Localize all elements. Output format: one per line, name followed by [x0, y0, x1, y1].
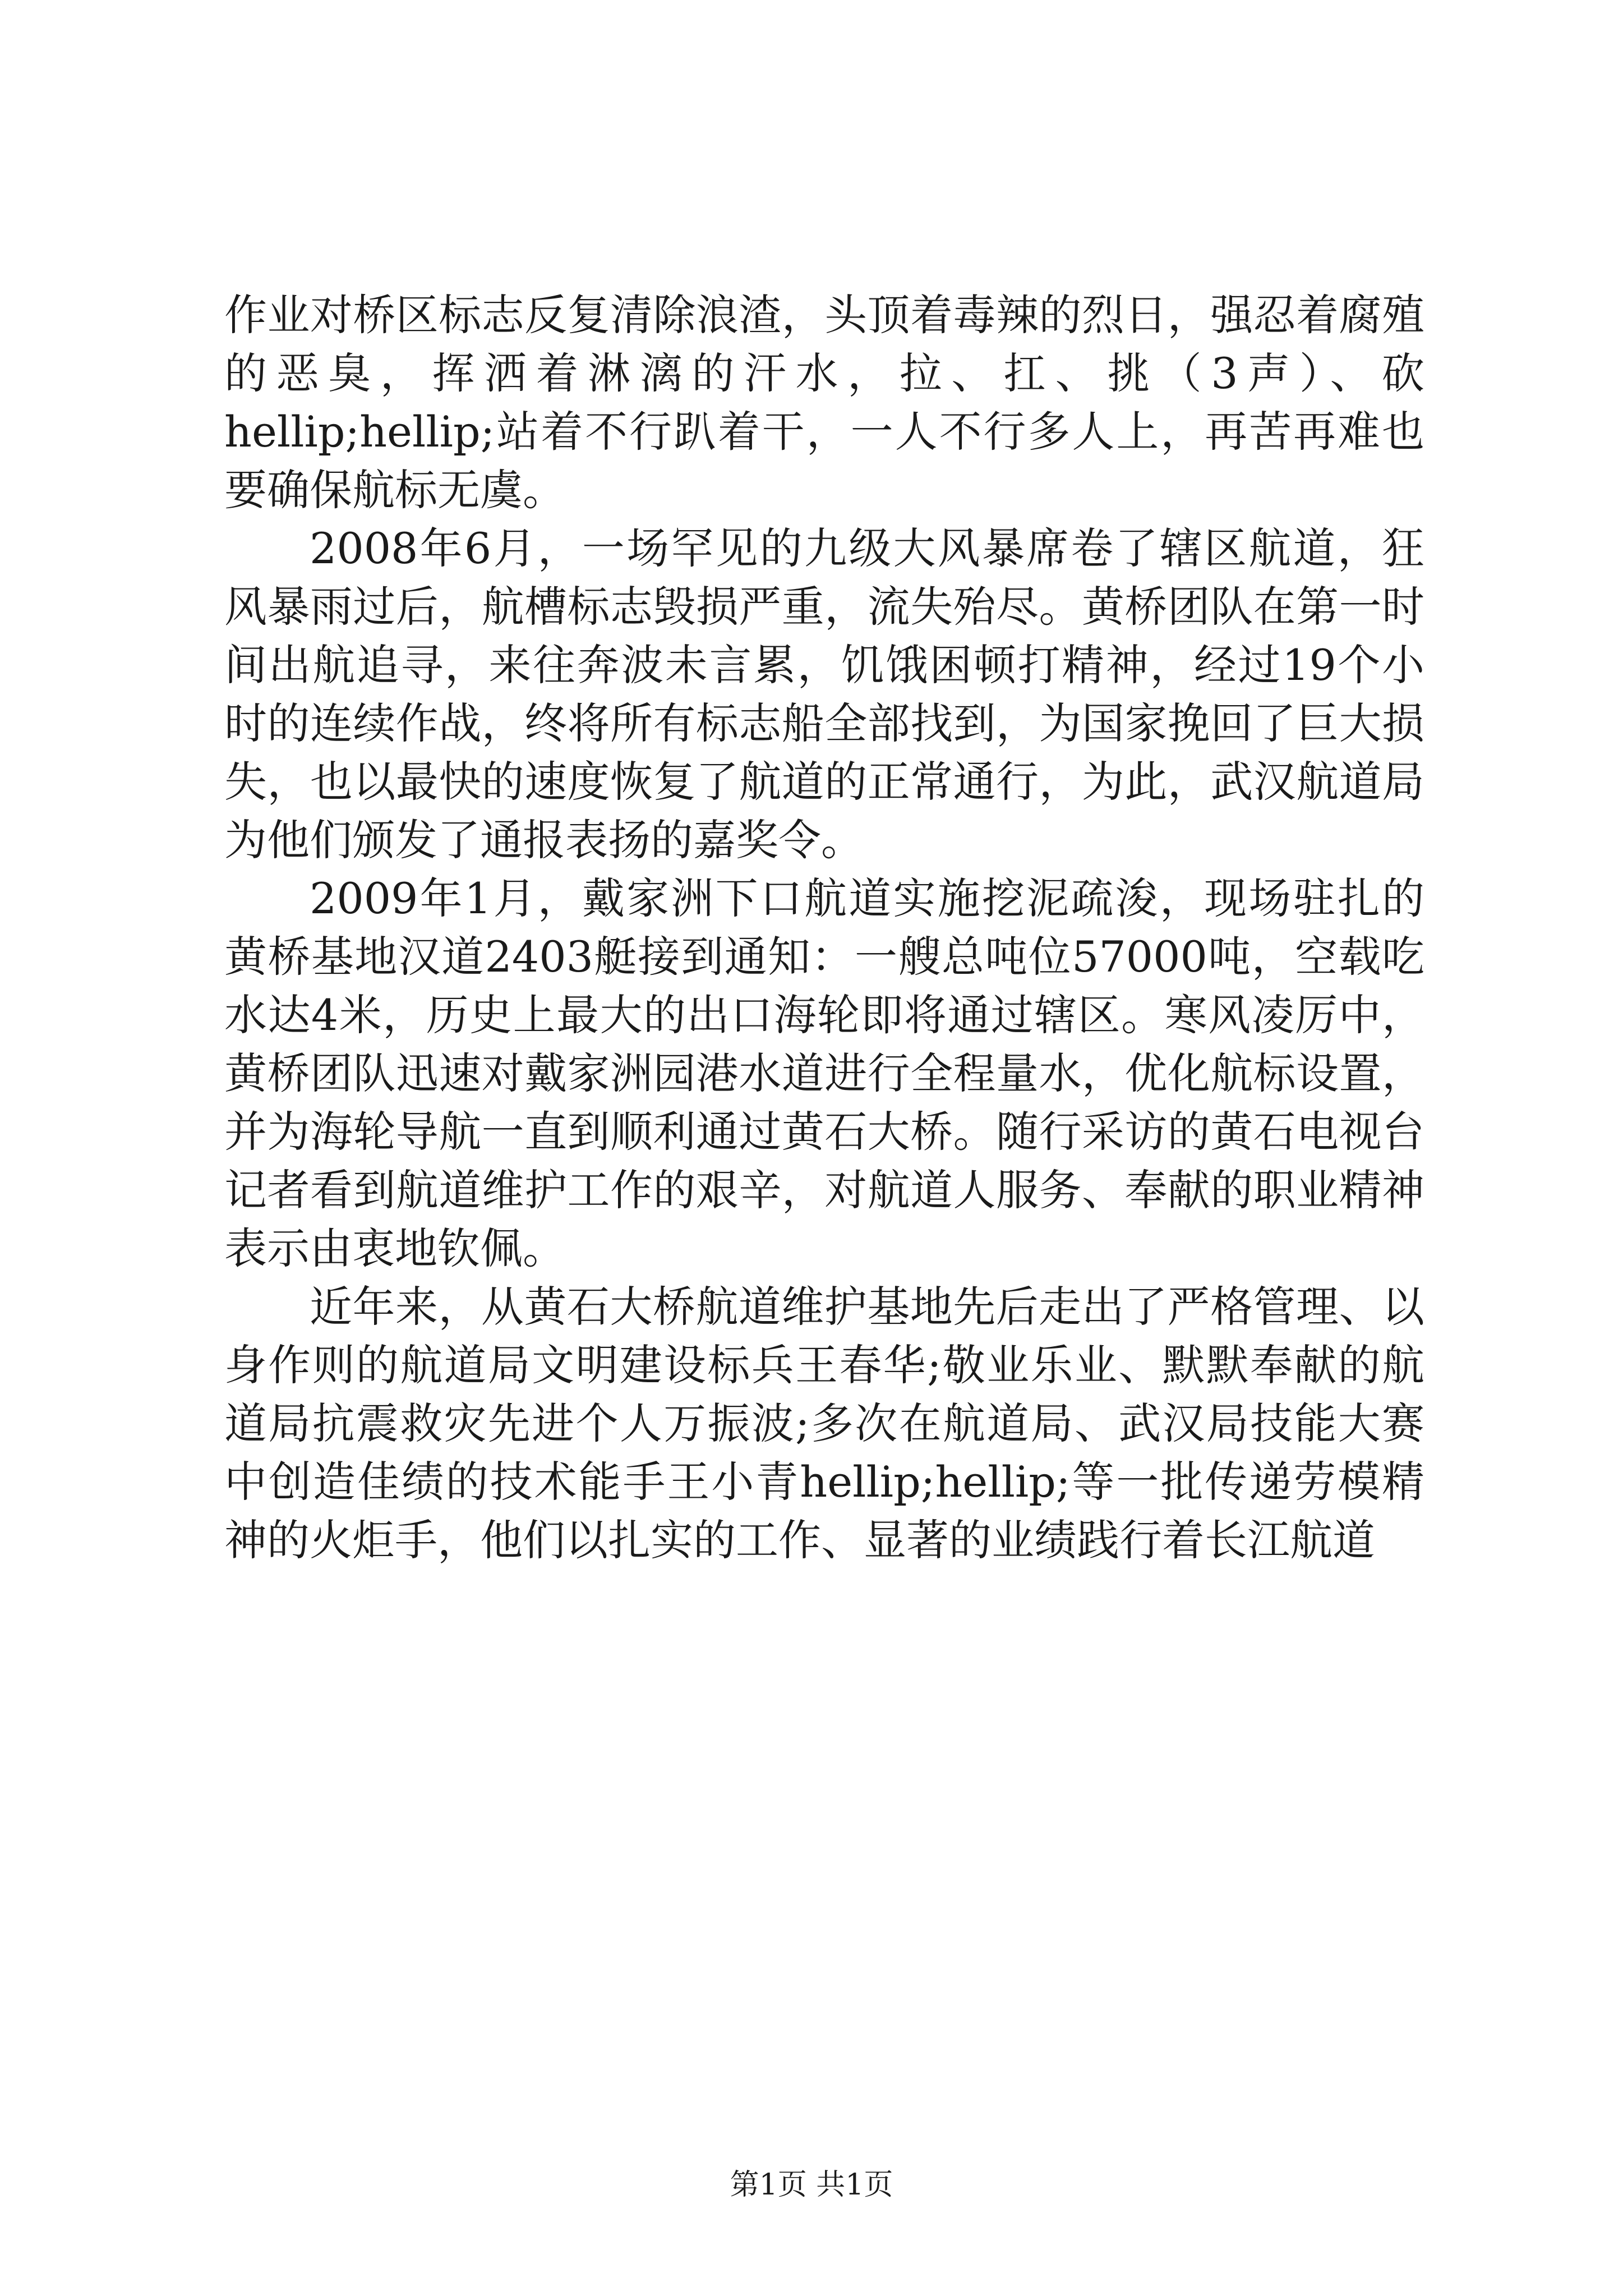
paragraph-2009-dredging: 2009年1月，戴家洲下口航道实施挖泥疏浚，现场驻扎的黄桥基地汉道2403艇接到通知：一艘总吨位57000吨，空载吃水达4米，历史上最大的出口海轮即将通过辖区。寒风凌厉中，黄桥团队迅速对戴家洲园港水道进行全程量水，优化航标设置，并为海轮导航一直到顺利通过黄石大桥。随行采访的黄石电视台记者看到航道维护工作的艰辛，对航道人服务、奉献的职业精神表示由衷地钦佩。 [224, 873, 1424, 1273]
document-body [224, 286, 1424, 1570]
paragraph-recent-years: 近年来，从黄石大桥航道维护基地先后走出了严格管理、以身作则的航道局文明建设标兵王春华;敬业乐业、默默奉献的航道局抗震救灾先进个人万振波;多次在航道局、武汉局技能大赛中创造佳绩的技术能手王小青hellip;hellip;等一批传递劳模精神的火炬手，他们以扎实的工作、显著的业绩践行着长江航道 [224, 1282, 1424, 1565]
paragraph-continued: 作业对桥区标志反复清除浪渣，头顶着毒辣的烈日，强忍着腐殖的恶臭，挥洒着淋漓的汗水，拉、扛、挑（3声）、砍hellip;hellip;站着不行趴着干，一人不行多人上，再苦再难也要确保航标无虞。 [224, 290, 1424, 515]
page-footer: 第1页 共1页 [730, 2168, 893, 2202]
paragraph-2008-storm: 2008年6月，一场罕见的九级大风暴席卷了辖区航道，狂风暴雨过后，航槽标志毁损严重，流失殆尽。黄桥团队在第一时间出航追寻，来往奔波未言累，饥饿困顿打精神，经过19个小时的连续作战，终将所有标志船全部找到，为国家挽回了巨大损失，也以最快的速度恢复了航道的正常通行，为此，武汉航道局为他们颁发了通报表扬的嘉奖令。 [224, 523, 1424, 865]
